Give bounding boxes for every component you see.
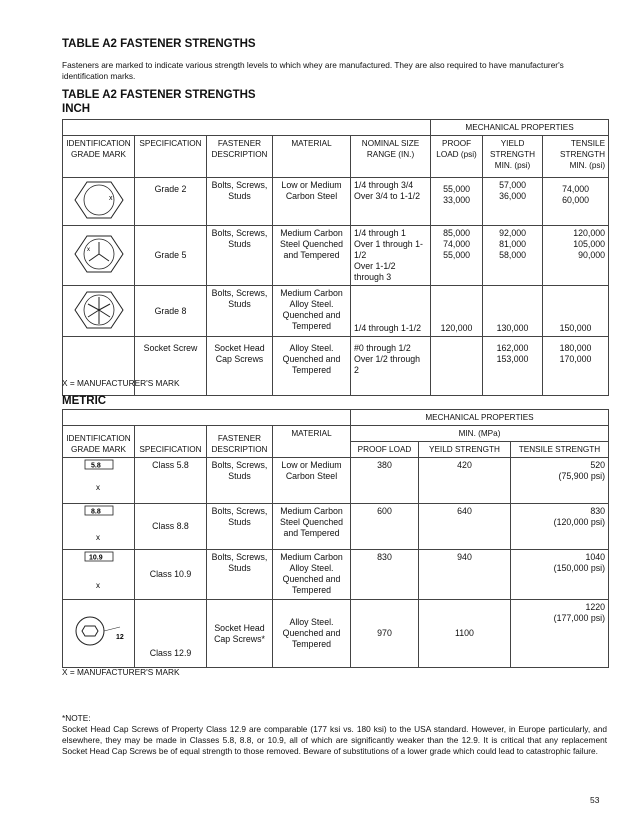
spec-cell: Class 5.8 (135, 458, 207, 504)
mark-label: 5.8 (90, 462, 101, 470)
col-header-yield: YEILD STRENGTH (419, 442, 511, 458)
metric-heading: METRIC (62, 395, 107, 407)
metric-strength-table (62, 409, 609, 668)
yield-cell: 130,000 (483, 286, 543, 337)
svg-text:x: x (95, 581, 100, 590)
min-mpa-header: MIN. (MPa) (351, 426, 609, 442)
material-cell: Medium Carbon Steel Quenched and Tempered (273, 504, 351, 550)
proof-cell: 55,000 33,000 (431, 178, 483, 226)
inch-mfr-mark-note: X = MANUFACTURER'S MARK (62, 378, 180, 388)
spec-cell: Class 8.8 (135, 504, 207, 550)
table-row (63, 550, 609, 600)
col-header-tensile: TENSILE STRENGTH MIN. (psi) (543, 136, 609, 178)
tensile-cell: 180,000 170,000 (543, 337, 609, 396)
mark-label: 12 (115, 634, 124, 641)
col-header-yield: YIELD STRENGTH MIN. (psi) (483, 136, 543, 178)
table-row (63, 178, 609, 226)
svg-text:x: x (95, 533, 100, 542)
proof-cell: 970 (351, 600, 419, 668)
svg-text:x: x (108, 195, 112, 202)
svg-text:x: x (86, 247, 90, 253)
desc-cell: Socket Head Cap Screws (207, 337, 273, 396)
range-cell: 1/4 through 3/4 Over 3/4 to 1-1/2 (351, 178, 431, 226)
page-number: 53 (590, 795, 600, 805)
intro-paragraph: Fasteners are marked to indicate various strength levels to which whey are manufactured. They are also required to have manufacturer's identification marks. (62, 60, 564, 81)
material-cell: Medium Carbon Steel Quenched and Tempered (273, 226, 351, 286)
mechanical-properties-header: MECHANICAL PROPERTIES (431, 120, 609, 136)
class-5-8-mark-icon (63, 458, 135, 504)
grade-5-mark-icon (63, 226, 135, 286)
svg-text:x: x (95, 483, 100, 492)
col-header-range: NOMINAL SIZE RANGE (IN.) (351, 136, 431, 178)
tensile-cell: 150,000 (543, 286, 609, 337)
desc-cell: Bolts, Screws, Studs (207, 458, 273, 504)
yield-cell: 92,000 81,000 58,000 (483, 226, 543, 286)
tensile-cell: 120,000 105,000 90,000 (543, 226, 609, 286)
inch-strength-table (62, 119, 609, 396)
note-paragraph: Socket Head Cap Screws of Property Class 12.9 are comparable (177 ksi vs. 180 ksi) to the USA standard. However, in Europe particularly, and elsewhere, they may be made in Classes 5.8, 8.8, or 10.9, all of which are significantly weaker than the 12.9. It is critical that any replacement Socket Head Cap Screws be of equal strength to those removed. Beware of substitutions of a lower grade which could lead to catastrophic failure. (62, 724, 607, 756)
col-header-id: IDENTIFICATION GRADE MARK (63, 136, 135, 178)
grade-8-mark-icon (63, 286, 135, 337)
material-cell: Low or Medium Carbon Steel (273, 458, 351, 504)
desc-cell: Bolts, Screws, Studs (207, 226, 273, 286)
grade-2-mark-icon (63, 178, 135, 226)
proof-cell: 85,000 74,000 55,000 (431, 226, 483, 286)
yield-cell: 162,000 153,000 (483, 337, 543, 396)
col-header-desc: FASTENER DESCRIPTION (207, 426, 273, 458)
table-row (63, 286, 609, 337)
yield-cell: 1100 (419, 600, 511, 668)
table-row (63, 226, 609, 286)
col-header-material: MATERIAL (273, 136, 351, 178)
spec-cell: Grade 2 (135, 178, 207, 226)
tensile-cell: 520 (75,900 psi) (511, 458, 609, 504)
yield-cell: 640 (419, 504, 511, 550)
proof-cell: 830 (351, 550, 419, 600)
yield-cell: 940 (419, 550, 511, 600)
tensile-cell: 74,000 60,000 (543, 178, 609, 226)
proof-cell: 380 (351, 458, 419, 504)
range-cell: 1/4 through 1 Over 1 through 1-1/2 Over 1-1/2 through 3 (351, 226, 431, 286)
spec-cell: Grade 8 (135, 286, 207, 337)
col-header-material: MATERIAL (273, 426, 351, 458)
range-cell: #0 through 1/2 Over 1/2 through 2 (351, 337, 431, 396)
spec-cell: Socket Screw (135, 337, 207, 396)
desc-cell: Bolts, Screws, Studs (207, 504, 273, 550)
metric-mfr-mark-note: X = MANUFACTURER'S MARK (62, 667, 180, 677)
col-header-proof: PROOF LOAD (351, 442, 419, 458)
col-header-tensile: TENSILE STRENGTH (511, 442, 609, 458)
table-row (63, 458, 609, 504)
mark-label: 10.9 (88, 554, 103, 562)
header-spacer (63, 120, 431, 136)
range-cell: 1/4 through 1-1/2 (351, 286, 431, 337)
inch-table-subtitle: INCH (62, 103, 91, 115)
desc-cell: Socket Head Cap Screws* (207, 600, 273, 668)
inch-table-title: TABLE A2 FASTENER STRENGTHS (62, 89, 256, 101)
col-header-id: IDENTIFICATION GRADE MARK (63, 426, 135, 458)
material-cell: Medium Carbon Alloy Steel. Quenched and Tempered (273, 286, 351, 337)
class-12-9-mark-icon (63, 600, 135, 668)
desc-cell: Bolts, Screws, Studs (207, 178, 273, 226)
material-cell: Alloy Steel. Quenched and Tempered (273, 600, 351, 668)
spec-cell: Class 12.9 (135, 600, 207, 668)
proof-cell (431, 337, 483, 396)
desc-cell: Bolts, Screws, Studs (207, 550, 273, 600)
yield-cell: 57,000 36,000 (483, 178, 543, 226)
material-cell: Medium Carbon Alloy Steel. Quenched and Tempered (273, 550, 351, 600)
inch-table-heading (62, 88, 256, 116)
spec-cell: Class 10.9 (135, 550, 207, 600)
class-10-9-mark-icon (63, 550, 135, 600)
note-title: *NOTE: (62, 713, 91, 723)
tensile-cell: 1220 (177,000 psi) (511, 600, 609, 668)
header-spacer (63, 410, 351, 426)
desc-cell: Bolts, Screws, Studs (207, 286, 273, 337)
class-8-8-mark-icon (63, 504, 135, 550)
proof-cell: 120,000 (431, 286, 483, 337)
material-cell: Alloy Steel. Quenched and Tempered (273, 337, 351, 396)
table-row (63, 600, 609, 668)
table-row (63, 504, 609, 550)
material-cell: Low or Medium Carbon Steel (273, 178, 351, 226)
spec-cell: Grade 5 (135, 226, 207, 286)
col-header-spec: SPECIFICATION (135, 426, 207, 458)
yield-cell: 420 (419, 458, 511, 504)
col-header-spec: SPECIFICATION (135, 136, 207, 178)
col-header-desc: FASTENER DESCRIPTION (207, 136, 273, 178)
mark-label: 8.8 (90, 508, 101, 516)
mechanical-properties-header: MECHANICAL PROPERTIES (351, 410, 609, 426)
col-header-proof: PROOF LOAD (psi) (431, 136, 483, 178)
tensile-cell: 830 (120,000 psi) (511, 504, 609, 550)
tensile-cell: 1040 (150,000 psi) (511, 550, 609, 600)
proof-cell: 600 (351, 504, 419, 550)
page-title: TABLE A2 FASTENER STRENGTHS (62, 38, 256, 50)
